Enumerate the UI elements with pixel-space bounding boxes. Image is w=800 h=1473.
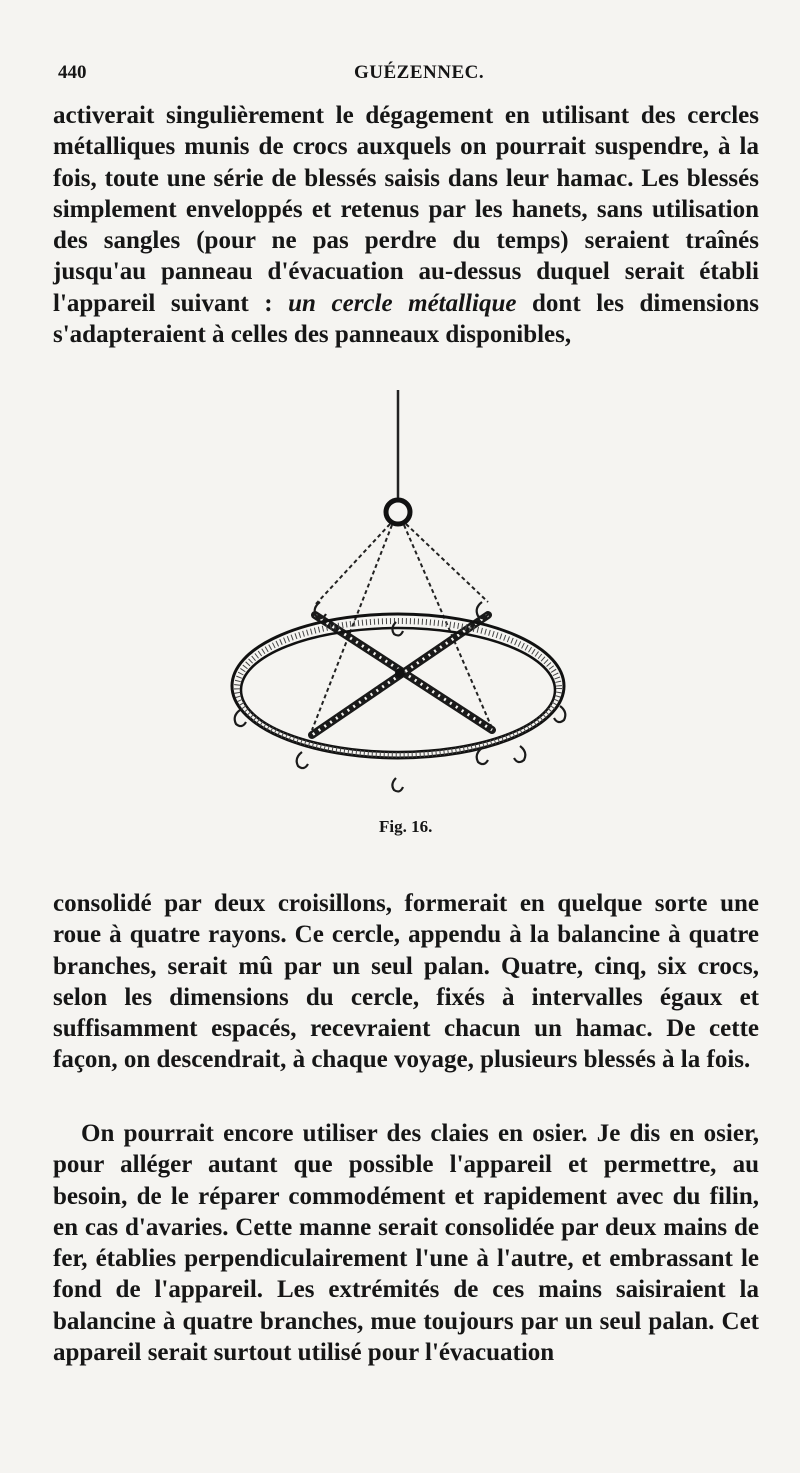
- running-head: GUÉZENNEC.: [354, 62, 485, 83]
- paragraph-middle: consolidé par deux croisillons, formerait en quelque sorte une roue à quatre rayons. Ce cercle, appendu à la balancine à quatre branches, serait mû par un seul palan. Quatre, cinq, six crocs, selon les dimensions du cercle, fixés à intervalles égaux et suffisamment espacés, recevraient chacun un hamac. De cette façon, on descendrait, à chaque voyage, plusieurs blessés à la fois.: [53, 890, 759, 1074]
- paragraph-bottom: On pourrait encore utiliser des claies en osier. Je dis en osier, pour alléger autant que possible l'appareil et permettre, au besoin, de le réparer commodément et rapidement avec du filin, en cas d'avaries. Cette manne serait consolidée par deux mains de fer, établies perpendiculairement l'une à l'autre, et embrassant le fond de l'appareil. Les extrémités de ces mains saisiraient la balancine à quatre branches, mue toujours par un seul palan. Cet appareil serait surtout utilisé pour l'évacuation: [53, 1120, 759, 1367]
- page-number: 440: [58, 62, 87, 83]
- metal-ring-hoist-drawing: [220, 390, 590, 800]
- figure-ring-illustration: [220, 390, 590, 800]
- paragraph-top-text-1: activerait singulièrement le dégagement en utilisant des cercles métalliques munis de crocs auxquels on pourrait suspendre, à la fois, toute une série de blessés saisis dans leur hamac. Les blessés simplement enveloppés et retenus par les hanets, sans utilisation des sangles (pour ne pas perdre du temps) seraient traînés jusqu'au panneau d'évacuation au-dessus duquel serait établi l'appareil suivant :: [53, 102, 759, 317]
- figure-caption: Fig. 16.: [379, 817, 433, 836]
- page-header: [58, 62, 758, 88]
- emphasized-phrase: un cercle métallique: [288, 289, 517, 317]
- paragraph-top: [53, 100, 759, 350]
- paragraph-top-text-2: dont les dimensions s'adapteraient à celles des panneaux disponibles,: [53, 289, 760, 349]
